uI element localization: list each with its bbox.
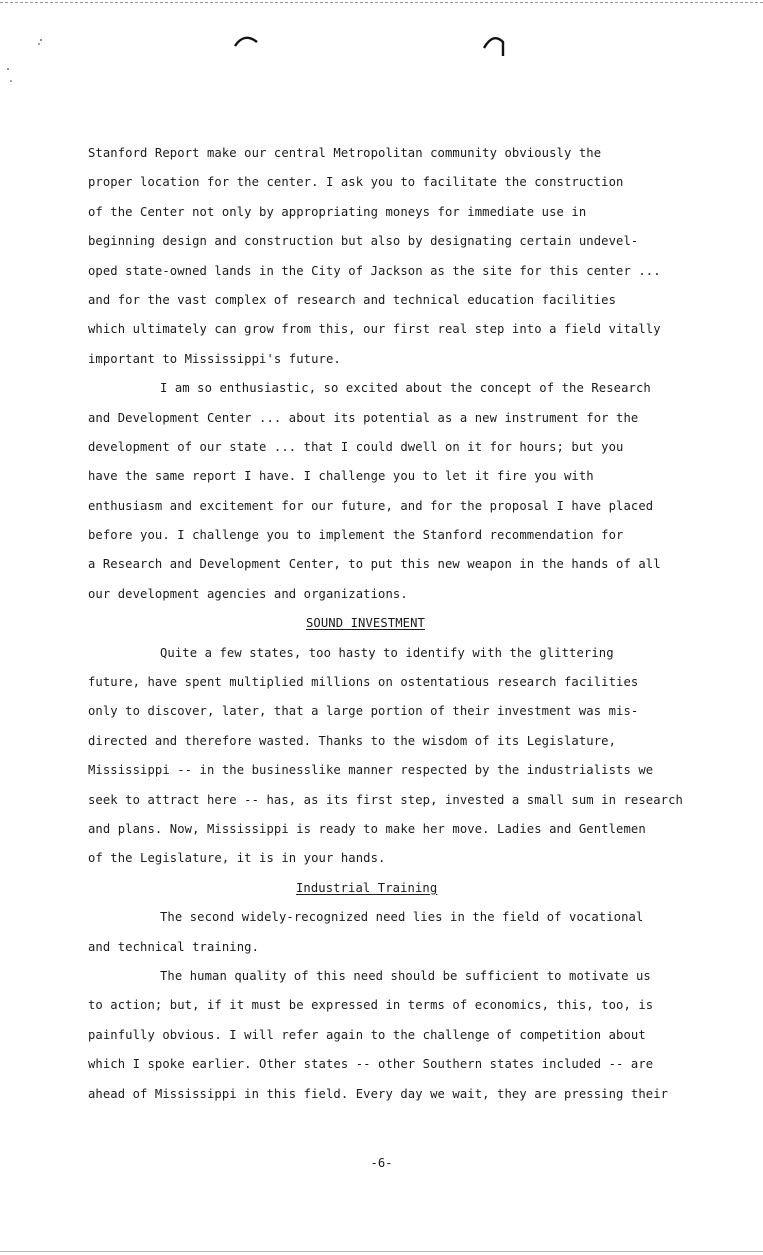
text-line: of the Legislature, it is in your hands. (88, 851, 386, 866)
text-line: The human quality of this need should be sufficient to motivate us (160, 968, 651, 983)
section-heading-sound-investment: SOUND INVESTMENT (306, 616, 425, 631)
punch-hole-left-icon (232, 30, 262, 54)
text-line: only to discover, later, that a large portion of their investment was mis- (88, 704, 639, 719)
text-line: oped state-owned lands in the City of Jackson as the site for this center ... (88, 263, 661, 278)
section-heading-industrial-training: Industrial Training (296, 880, 438, 895)
text-line: beginning design and construction but also by designating certain undevel- (88, 234, 639, 249)
text-line: and plans. Now, Mississippi is ready to make her move. Ladies and Gentlemen (88, 821, 646, 836)
text-line: have the same report I have. I challenge you to let it fire you with (88, 469, 594, 484)
text-line: seek to attract here -- has, as its first step, invested a small sum in research (88, 792, 683, 807)
text-line: Mississippi -- in the businesslike manner respected by the industrialists we (88, 763, 654, 778)
text-line: development of our state ... that I could dwell on it for hours; but you (88, 439, 624, 454)
text-line: directed and therefore wasted. Thanks to the wisdom of its Legislature, (88, 733, 617, 748)
text-line: of the Center not only by appropriating moneys for immediate use in (88, 204, 587, 219)
text-line: ahead of Mississippi in this field. Every day we wait, they are pressing their (88, 1086, 669, 1101)
text-line: enthusiasm and excitement for our future, and for the proposal I have placed (88, 498, 654, 513)
text-line: Stanford Report make our central Metropolitan community obviously the (88, 146, 602, 160)
document-body (88, 139, 698, 1109)
text-line: a Research and Development Center, to put this new weapon in the hands of all (88, 557, 661, 572)
text-line: important to Mississippi's future. (88, 351, 341, 366)
top-edge-rule (0, 2, 763, 3)
text-line: our development agencies and organizations. (88, 586, 408, 601)
scan-specks (0, 0, 60, 90)
text-line: and for the vast complex of research and technical education facilities (88, 292, 617, 307)
text-line: before you. I challenge you to implement the Stanford recommendation for (88, 528, 624, 543)
text-line: to action; but, if it must be expressed in terms of economics, this, too, is (88, 998, 654, 1013)
text-line: which ultimately can grow from this, our first real step into a field vitally (88, 322, 661, 337)
text-line: and Development Center ... about its potential as a new instrument for the (88, 410, 639, 425)
text-line: future, have spent multiplied millions on ostentatious research facilities (88, 675, 639, 690)
text-line: I am so enthusiastic, so excited about the concept of the Research (160, 381, 651, 396)
text-line: painfully obvious. I will refer again to the challenge of competition about (88, 1027, 646, 1042)
text-line: proper location for the center. I ask you to facilitate the construction (88, 175, 624, 190)
text-line: and technical training. (88, 939, 260, 954)
text-line: The second widely-recognized need lies in the field of vocational (160, 910, 644, 925)
text-line: Quite a few states, too hasty to identify with the glittering (160, 645, 614, 660)
bottom-edge-rule (0, 1251, 763, 1252)
page-number: -6- (370, 1156, 393, 1170)
text-line: which I spoke earlier. Other states -- other Southern states included -- are (88, 1057, 654, 1072)
punch-hole-right-icon (481, 30, 511, 58)
